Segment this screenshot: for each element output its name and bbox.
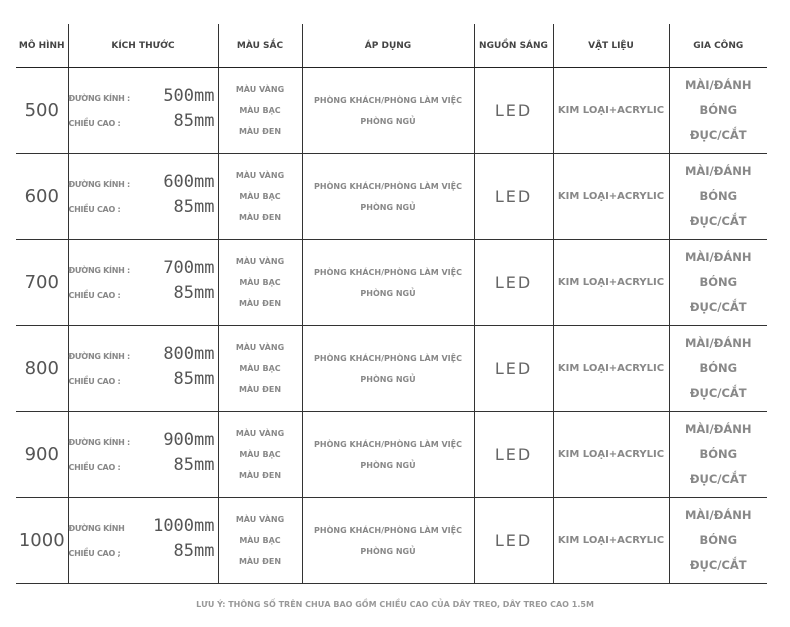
processing-cell [669,326,767,412]
processing-cell [669,412,767,498]
diameter-label: ĐƯỜNG KÍNH : [68,179,130,189]
table-row [16,68,767,154]
size-cell [68,154,218,240]
application-cell [302,154,474,240]
height-value: 85mm [173,282,215,303]
application-cell [302,240,474,326]
height-value: 85mm [173,540,215,561]
material-cell: KIM LOẠI+ACRYLIC [553,240,669,326]
light-source-cell: LED [474,326,553,412]
color-black: MÀU ĐEN [238,471,282,480]
header-application: ÁP DỤNG [302,24,474,68]
diameter-value: 900mm [163,429,215,450]
application-line: PHÒNG NGỦ [360,460,416,470]
table-row [16,498,767,584]
processing-line: MÀI/ĐÁNH BÓNG [684,336,752,375]
header-model: MÔ HÌNH [16,24,68,68]
size-cell [68,412,218,498]
color-cell [218,326,302,412]
diameter-label: ĐƯỜNG KÍNH : [68,93,130,103]
processing-line: ĐỤC/CẮT [689,386,747,400]
color-black: MÀU ĐEN [238,213,282,222]
header-size: KÍCH THƯỚC [68,24,218,68]
height-label: CHIỀU CAO : [68,290,121,300]
size-cell [68,326,218,412]
model-cell: 700 [16,240,68,326]
diameter-label: ĐƯỜNG KÍNH [68,523,125,533]
light-source-cell: LED [474,412,553,498]
height-value: 85mm [173,196,215,217]
model-cell: 600 [16,154,68,240]
application-line: PHÒNG NGỦ [360,116,416,126]
application-line: PHÒNG NGỦ [360,288,416,298]
application-line: PHÒNG KHÁCH/PHÒNG LÀM VIỆC [314,267,462,277]
color-silver: MÀU BẠC [239,536,281,545]
application-line: PHÒNG KHÁCH/PHÒNG LÀM VIỆC [314,181,462,191]
application-cell [302,68,474,154]
processing-line: ĐỤC/CẮT [689,558,747,572]
color-cell [218,68,302,154]
processing-line: ĐỤC/CẮT [689,472,747,486]
color-silver: MÀU BẠC [239,106,281,115]
color-cell [218,240,302,326]
light-source-cell: LED [474,154,553,240]
height-value: 85mm [173,454,215,475]
color-cell [218,498,302,584]
color-silver: MÀU BẠC [239,278,281,287]
light-source-cell: LED [474,68,553,154]
processing-line: ĐỤC/CẮT [689,300,747,314]
application-line: PHÒNG KHÁCH/PHÒNG LÀM VIỆC [314,439,462,449]
processing-line: MÀI/ĐÁNH BÓNG [684,78,752,117]
processing-line: ĐỤC/CẮT [689,214,747,228]
diameter-label: ĐƯỜNG KÍNH : [68,351,130,361]
processing-cell [669,498,767,584]
header-processing: GIA CÔNG [669,24,767,68]
height-value: 85mm [173,368,215,389]
height-label: CHIỀU CAO : [68,462,121,472]
color-gold: MÀU VÀNG [235,429,285,438]
header-row [16,24,767,68]
height-value: 85mm [173,110,215,131]
color-silver: MÀU BẠC [239,450,281,459]
material-cell: KIM LOẠI+ACRYLIC [553,412,669,498]
diameter-value: 700mm [163,257,215,278]
processing-cell [669,154,767,240]
color-gold: MÀU VÀNG [235,85,285,94]
footnote: LƯU Ý: THÔNG SỐ TRÊN CHƯA BAO GỒM CHIỀU CAO CỦA DÂY TREO, DÂY TREO CAO 1.5M [196,600,594,609]
light-source-cell: LED [474,240,553,326]
model-cell: 900 [16,412,68,498]
diameter-value: 500mm [163,85,215,106]
application-line: PHÒNG NGỦ [360,374,416,384]
processing-cell [669,68,767,154]
processing-line: MÀI/ĐÁNH BÓNG [684,164,752,203]
material-cell: KIM LOẠI+ACRYLIC [553,68,669,154]
application-cell [302,498,474,584]
height-label: CHIỀU CAO : [68,118,121,128]
diameter-value: 800mm [163,343,215,364]
color-gold: MÀU VÀNG [235,171,285,180]
color-black: MÀU ĐEN [238,385,282,394]
table-row [16,154,767,240]
diameter-value: 1000mm [153,515,215,536]
application-line: PHÒNG KHÁCH/PHÒNG LÀM VIỆC [314,95,462,105]
material-cell: KIM LOẠI+ACRYLIC [553,154,669,240]
size-cell [68,498,218,584]
model-cell: 800 [16,326,68,412]
color-gold: MÀU VÀNG [235,257,285,266]
application-line: PHÒNG KHÁCH/PHÒNG LÀM VIỆC [314,353,462,363]
application-line: PHÒNG NGỦ [360,202,416,212]
color-gold: MÀU VÀNG [235,343,285,352]
material-cell: KIM LOẠI+ACRYLIC [553,498,669,584]
diameter-value: 600mm [163,171,215,192]
diameter-label: ĐƯỜNG KÍNH : [68,265,130,275]
height-label: CHIỀU CAO : [68,376,121,386]
application-cell [302,412,474,498]
table-row [16,412,767,498]
diameter-label: ĐƯỜNG KÍNH : [68,437,130,447]
height-label: CHIỀU CAO ; [68,548,121,558]
processing-line: MÀI/ĐÁNH BÓNG [684,422,752,461]
height-label: CHIỀU CAO : [68,204,121,214]
processing-line: MÀI/ĐÁNH BÓNG [684,508,752,547]
light-source-cell: LED [474,498,553,584]
model-cell: 500 [16,68,68,154]
application-line: PHÒNG NGỦ [360,546,416,556]
color-black: MÀU ĐEN [238,299,282,308]
table-row [16,240,767,326]
color-black: MÀU ĐEN [238,127,282,136]
header-color: MÀU SẮC [218,24,302,68]
size-cell [68,240,218,326]
color-gold: MÀU VÀNG [235,515,285,524]
table-row [16,326,767,412]
model-cell: 1000 [16,498,68,584]
processing-line: MÀI/ĐÁNH BÓNG [684,250,752,289]
processing-cell [669,240,767,326]
color-cell [218,412,302,498]
size-cell [68,68,218,154]
header-light-source: NGUỒN SÁNG [474,24,553,68]
color-black: MÀU ĐEN [238,557,282,566]
spec-table [16,24,767,584]
material-cell: KIM LOẠI+ACRYLIC [553,326,669,412]
application-cell [302,326,474,412]
color-cell [218,154,302,240]
application-line: PHÒNG KHÁCH/PHÒNG LÀM VIỆC [314,525,462,535]
processing-line: ĐỤC/CẮT [689,128,747,142]
header-material: VẬT LIỆU [553,24,669,68]
color-silver: MÀU BẠC [239,192,281,201]
color-silver: MÀU BẠC [239,364,281,373]
